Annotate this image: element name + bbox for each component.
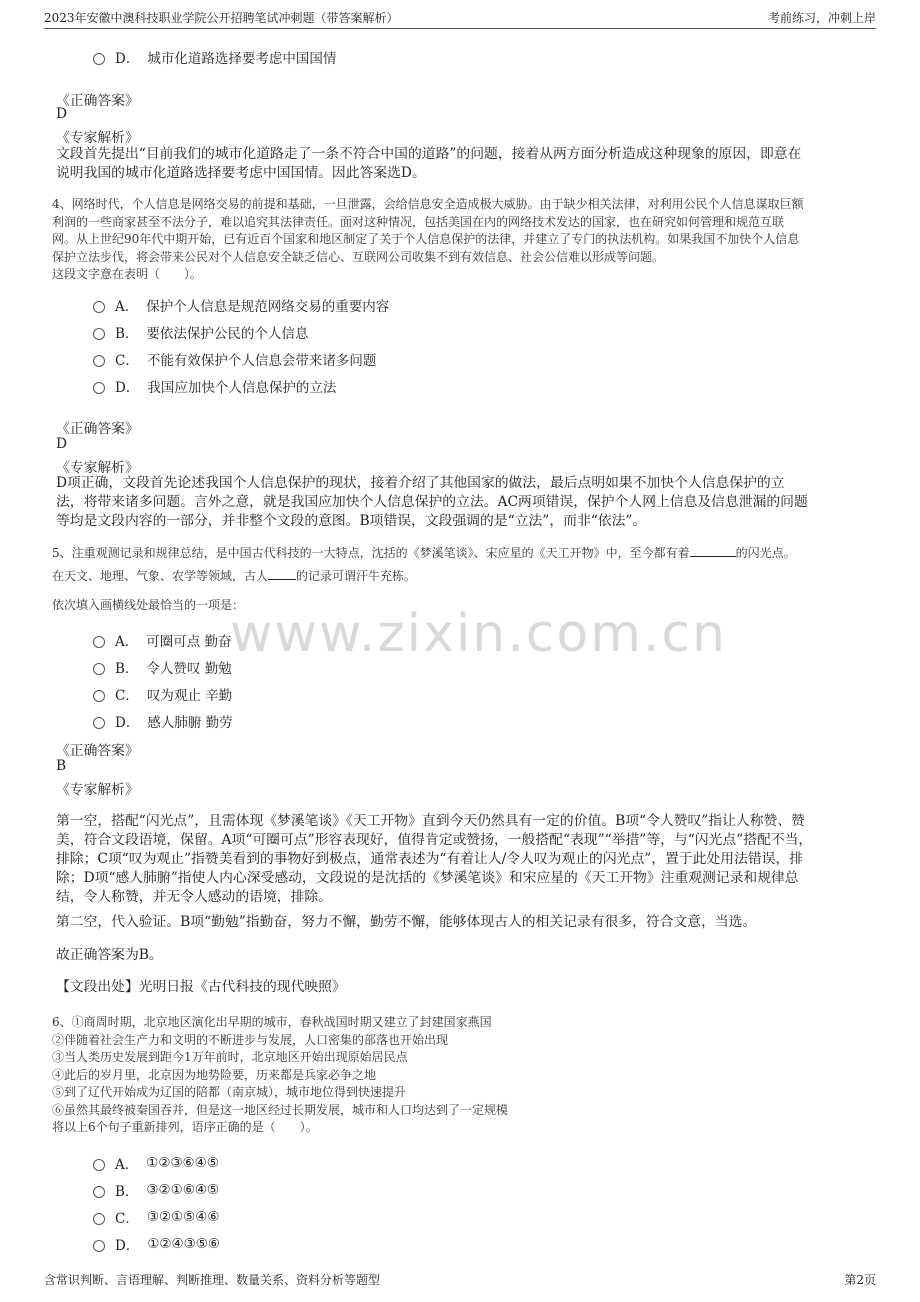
radio-icon[interactable]	[93, 663, 105, 675]
q5-option-b[interactable]	[93, 657, 232, 677]
stem-question: 将以上6个句子重新排列，语序正确的是（ ）。	[52, 1120, 318, 1134]
radio-icon[interactable]	[93, 382, 105, 394]
stem-line: 利润的一些商家甚至不法分子，难以追究其法律责任。面对这种情况，包括美国在内的网络技术发达的国家，也在研究如何管理和规范互联	[52, 214, 785, 229]
q4-option-c[interactable]	[93, 349, 376, 369]
stem-text: 的闪光点。	[735, 546, 796, 560]
stem-line: ⑤到了辽代开始成为辽国的陪都（南京城），城市地位得到快速提升	[52, 1085, 407, 1099]
stem-line: 6、①商周时期，北京地区演化出早期的城市，春秋战国时期又建立了封建国家燕国	[52, 1015, 492, 1029]
option-letter: D．	[115, 715, 140, 731]
option-letter: A．	[115, 634, 139, 650]
option-letter: B．	[115, 326, 139, 342]
stem-line: ④此后的岁月里，北京因为地势险要，历来都是兵家必争之地	[52, 1067, 377, 1082]
q5-option-a[interactable]	[93, 630, 232, 650]
analysis-line: 排除；C项“叹为观止”指赞美看到的事物好到极点，通常表述为“有着让人/令人叹为观止的闪光点”，置于此处用法错误，排	[56, 851, 804, 867]
radio-icon[interactable]	[93, 717, 105, 729]
watermark: www.zixin.com.cn	[230, 604, 727, 664]
stem-text: 的记录可谓汗牛充栋。	[296, 568, 417, 583]
option-text: ③②①⑥④⑤	[146, 1182, 220, 1198]
analysis-line: 等均是文段内容的一部分，并非整个文段的意图。B项错误，文段强调的是“立法”，而非“依法”。	[56, 513, 647, 529]
q3-option-d[interactable]	[93, 47, 336, 67]
q4-analysis-label: 《专家解析》	[56, 460, 139, 476]
stem-question: 这段文字意在表明（ ）。	[52, 267, 203, 281]
option-text: 令人赞叹 勤勉	[146, 661, 232, 677]
q6-option-b[interactable]	[93, 1180, 219, 1200]
stem-line	[52, 544, 796, 563]
radio-icon[interactable]	[93, 690, 105, 702]
radio-icon[interactable]	[93, 355, 105, 367]
fill-blank	[690, 544, 736, 557]
radio-icon[interactable]	[93, 1159, 105, 1171]
radio-icon[interactable]	[93, 636, 105, 648]
radio-icon[interactable]	[93, 1240, 105, 1252]
option-text: 叹为观止 辛勤	[146, 688, 233, 704]
stem-line	[52, 567, 796, 586]
q4-analysis	[56, 474, 808, 531]
option-letter: D．	[115, 1238, 140, 1254]
option-letter: D．	[115, 380, 140, 396]
radio-icon[interactable]	[93, 301, 105, 313]
option-letter: B．	[115, 1184, 139, 1200]
option-letter: D．	[115, 51, 140, 67]
option-letter: C．	[115, 353, 139, 369]
page-number: 第2页	[844, 1273, 876, 1287]
header-divider	[44, 28, 876, 29]
analysis-line: 除；D项“感人肺腑”指使人内心深受感动，文段说的是沈括的《梦溪笔谈》和宋应星的《天工开物》注重观测记录和规律总	[56, 870, 799, 886]
analysis-line: 文段首先提出“目前我们的城市化道路走了一条不符合中国的道路”的问题，接着从两方面分析造成这种现象的原因，即意在	[56, 146, 802, 162]
page-header-slogan: 考前练习，冲刺上岸	[767, 11, 876, 25]
q6-option-a[interactable]	[93, 1153, 219, 1173]
page-header-title: 2023年安徽中澳科技职业学院公开招聘笔试冲刺题（带答案解析）	[44, 11, 399, 25]
option-text: 城市化道路选择要考虑中国国情	[147, 51, 337, 67]
option-letter: A．	[115, 299, 139, 315]
q5-option-c[interactable]	[93, 684, 232, 704]
q5-prompt: 依次填入画横线处最恰当的一项是：	[52, 598, 245, 612]
analysis-line: 美，符合文段语境，保留。A项“可圈可点”形容表现好，值得肯定或赞扬，一般搭配“表现”“举措”等，与“闪光点”搭配不当，	[56, 832, 813, 848]
page-footer-description: 含常识判断、言语理解、判断推理、数量关系、资料分析等题型	[44, 1273, 381, 1287]
q4-stem	[52, 196, 804, 284]
option-text: 我国应加快个人信息保护的立法	[147, 380, 337, 396]
option-text: 要依法保护公民的个人信息	[146, 326, 309, 342]
option-text: 不能有效保护个人信息会带来诸多问题	[146, 353, 377, 369]
option-letter: B．	[115, 661, 139, 677]
q4-option-d[interactable]	[93, 376, 336, 396]
q3-analysis	[56, 145, 801, 183]
q5-source: 【文段出处】光明日报《古代科技的现代映照》	[56, 979, 346, 995]
q3-analysis-label: 《专家解析》	[56, 130, 139, 146]
q4-option-a[interactable]	[93, 295, 389, 315]
q5-stem	[52, 544, 796, 585]
stem-line: 4、网络时代，个人信息是网络交易的前提和基础，一旦泄露，会给信息安全造成极大威胁。由于缺少相关法律，对利用公民个人信息谋取巨额	[52, 197, 804, 211]
option-text: 感人肺腑 勤劳	[147, 715, 233, 731]
stem-line: ⑥虽然其最终被秦国吞并，但是这一地区经过长期发展，城市和人口均达到了一定规模	[52, 1102, 509, 1117]
option-letter: C．	[115, 1211, 139, 1227]
q3-answer-label: 《正确答案》	[56, 93, 139, 109]
q4-answer: D	[56, 436, 68, 452]
q4-option-b[interactable]	[93, 322, 308, 342]
radio-icon[interactable]	[93, 53, 105, 65]
fill-blank	[268, 567, 296, 580]
radio-icon[interactable]	[93, 1186, 105, 1198]
q4-answer-label: 《正确答案》	[56, 421, 139, 437]
q5-analysis-p3: 故正确答案为B。	[56, 947, 163, 963]
option-text: ①②④③⑤⑥	[147, 1236, 220, 1252]
option-text: ①②③⑥④⑤	[146, 1155, 219, 1171]
stem-line: ③当人类历史发展到距今1万年前时，北京地区开始出现原始居民点	[52, 1050, 408, 1064]
q5-answer-label: 《正确答案》	[56, 743, 139, 759]
analysis-line: D项正确，文段首先论述我国个人信息保护的现状，接着介绍了其他国家的做法，最后点明如果不加快个人信息保护的立	[56, 475, 785, 491]
option-letter: C．	[115, 688, 139, 704]
option-text: 可圈可点 勤奋	[146, 634, 232, 650]
option-text: ③②①⑤④⑥	[146, 1209, 220, 1225]
q5-analysis-p2: 第二空，代入验证。B项“勤勉”指勤奋，努力不懈，勤劳不懈，能够体现古人的相关记录有很多，符合文意，当选。	[56, 914, 757, 930]
stem-text: 5、注重观测记录和规律总结，是中国古代科技的一大特点，沈括的《梦溪笔谈》、宋应星的《天工开物》中，至今都有着	[52, 546, 690, 560]
q5-answer: B	[56, 758, 67, 774]
q5-analysis-p1	[56, 812, 812, 907]
analysis-line: 法，将带来诸多问题。言外之意，就是我国应加快个人信息保护的立法。AC两项错误，保护个人网上信息及信息泄漏的问题	[56, 494, 808, 510]
analysis-line: 第一空，搭配“闪光点”，且需体现《梦溪笔谈》《天工开物》直到今天仍然具有一定的价值。B项“令人赞叹”指让人称赞、赞	[56, 813, 805, 829]
radio-icon[interactable]	[93, 328, 105, 340]
analysis-line: 说明我国的城市化道路选择要考虑中国国情。因此答案选D。	[56, 165, 426, 181]
q5-option-d[interactable]	[93, 711, 233, 731]
stem-line: 保护立法步伐，将会带来公民对个人信息安全缺乏信心、互联网公司收集不到有效信息、社会公信难以形成等问题。	[52, 249, 665, 264]
option-letter: A．	[115, 1157, 139, 1173]
stem-line: 网。从上世纪90年代中期开始，已有近百个国家和地区制定了关于个人信息保护的法律，并建立了专门的执法机构。如果我国不加快个人信息	[52, 232, 800, 246]
radio-icon[interactable]	[93, 1213, 105, 1225]
stem-text: 在天文、地理、气象、农学等领域，古人	[52, 568, 269, 583]
q6-option-c[interactable]	[93, 1207, 219, 1227]
q6-stem	[52, 1014, 508, 1137]
analysis-line: 结，令人称赞，并无令人感动的语境，排除。	[56, 889, 332, 905]
q6-option-d[interactable]	[93, 1234, 220, 1254]
q5-analysis-label: 《专家解析》	[56, 782, 139, 798]
q3-answer: D	[56, 106, 68, 122]
stem-line: ②伴随着社会生产力和文明的不断进步与发展，人口密集的部落也开始出现	[52, 1032, 449, 1047]
option-text: 保护个人信息是规范网络交易的重要内容	[146, 299, 390, 315]
